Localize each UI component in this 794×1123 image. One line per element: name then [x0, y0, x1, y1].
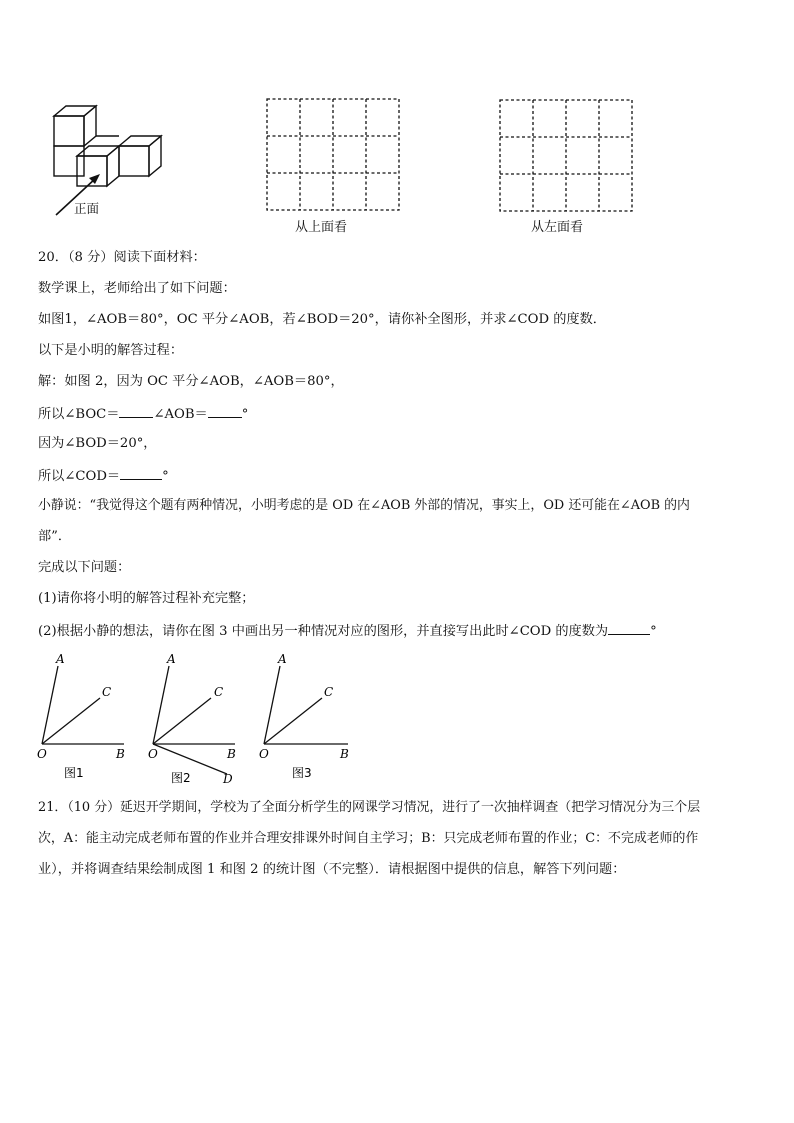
angle-figure-1: [36, 648, 136, 783]
fig3-caption: 图3: [292, 766, 312, 780]
q20-line2: 如图1，∠AOB＝80°，OC 平分∠AOB，若∠BOD＝20°，请你补全图形，并求∠COD 的度数．: [38, 312, 606, 327]
q20-line5-degree: °: [241, 407, 249, 422]
top-view-grid: [266, 98, 400, 212]
q20-line12: [38, 621, 657, 641]
q21-line2: 次，A：能主动完成老师布置的作业并合理安排课外时间自主学习；B：只完成老师布置的作业；C：不完成老师的作: [38, 831, 699, 846]
q20-line1: 数学课上，老师给出了如下问题：: [38, 281, 236, 296]
answer-blank-boc-value[interactable]: [208, 404, 242, 418]
q20-line6: 因为∠BOD＝20°，: [38, 436, 157, 451]
left-view-grid: [499, 99, 633, 213]
label-o: O: [259, 747, 269, 761]
q20-line10: 完成以下问题：: [38, 560, 131, 575]
q21-line3: 业），并将调查结果绘制成图 1 和图 2 的统计图（不完整）．请根据图中提供的信息，解答下列问题：: [38, 862, 626, 877]
q20-line5-mid: ∠AOB＝: [153, 407, 208, 422]
q20-line7-degree: °: [162, 469, 169, 484]
q21-line1: 21．（10 分）延迟开学期间，学校为了全面分析学生的网课学习情况，进行了一次抽样调查（把学习情况分为三个层: [38, 800, 701, 815]
label-a: A: [56, 652, 65, 666]
label-b: B: [340, 747, 349, 761]
label-o: O: [37, 747, 47, 761]
label-d: D: [223, 772, 233, 786]
q20-line7-prefix: 所以∠COD＝: [38, 469, 121, 484]
fig1-caption: 图1: [64, 766, 84, 780]
label-c: C: [102, 685, 112, 699]
label-b: B: [227, 747, 236, 761]
answer-blank-cod-case2[interactable]: [608, 621, 650, 635]
label-a: A: [167, 652, 176, 666]
q20-line9: 部”．: [38, 529, 72, 544]
answer-blank-boc[interactable]: [119, 404, 153, 418]
label-a: A: [278, 652, 287, 666]
q20-line12-text: (2)根据小静的想法，请你在图 3 中画出另一种情况对应的图形，并直接写出此时∠COD 的度数为: [38, 624, 609, 639]
left-view-caption: 从左面看: [531, 220, 584, 235]
q20-line12-degree: °: [650, 624, 657, 639]
label-c: C: [214, 685, 224, 699]
cube-solid-figure: [40, 100, 170, 220]
q20-line5-prefix: 所以∠BOC＝: [38, 407, 120, 422]
answer-blank-cod[interactable]: [120, 466, 162, 480]
q20-line7: [38, 466, 169, 486]
q20-line5: [38, 404, 248, 424]
top-view-caption: 从上面看: [295, 220, 348, 235]
angle-figure-3: [258, 648, 358, 783]
q20-line8: 小静说：“我觉得这个题有两种情况，小明考虑的是 OD 在∠AOB 外部的情况，事实上，OD 还可能在∠AOB 的内: [38, 498, 690, 513]
front-label: 正面: [74, 201, 100, 216]
label-c: C: [324, 685, 334, 699]
label-o: O: [148, 747, 158, 761]
angle-figure-2: [147, 648, 247, 788]
q20-title: 20．（8 分）阅读下面材料：: [38, 250, 206, 265]
label-b: B: [116, 747, 125, 761]
q20-line3: 以下是小明的解答过程：: [38, 343, 184, 358]
q20-line11: (1)请你将小明的解答过程补充完整；: [38, 591, 255, 606]
fig2-caption: 图2: [171, 771, 191, 785]
q20-line4: 解：如图 2，因为 OC 平分∠AOB，∠AOB＝80°，: [38, 374, 344, 389]
